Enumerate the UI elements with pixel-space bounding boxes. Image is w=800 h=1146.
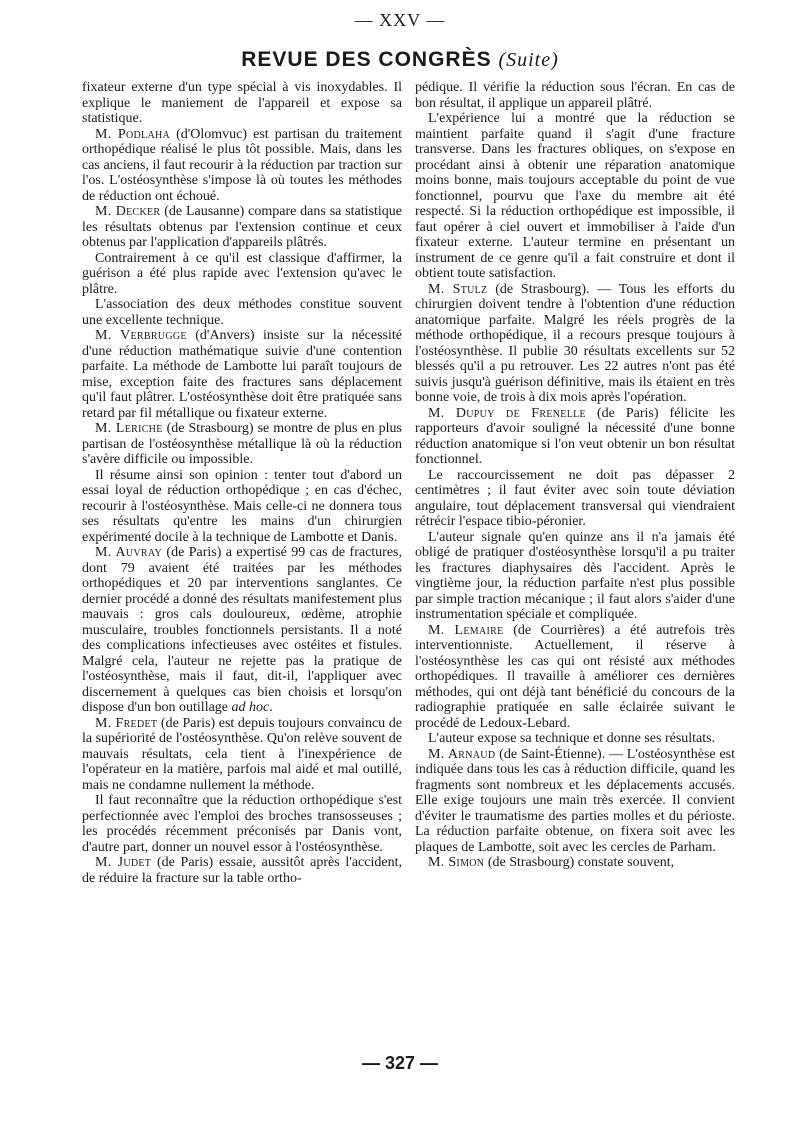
paragraph: M. Arnaud (de Saint-Étienne). — L'ostéosynthèse est indiquée dans tous les cas à réduction difficile, quand les fragments sont nombreux et les déplacements accusés. Elle exige toujours une main très exercée. Il convient d'éviter le traumatisme des parties molles et du périoste. La réduction parfaite obtenue, on fixera soit avec les plaques de Lambotte, soit avec les cercles de Parham. bbox=[415, 746, 735, 855]
paragraph: Il résume ainsi son opinion : tenter tout d'abord un essai loyal de réduction orthopédique ; en cas d'échec, recourir à l'ostéosynthèse. Mais celle-ci ne donnera tous ses résultats qu'entre les mains d'un chirurgien expérimenté docile à la technique de Lambotte et Danis. bbox=[82, 467, 402, 545]
paragraph: M. Verbrugge (d'Anvers) insiste sur la nécessité d'une réduction mathématique suivie d'une contention parfaite. La méthode de Lambotte lui paraît toujours de mise, exception faite des fractures sans déplacement qu'il faut plâtrer. L'ostéosynthèse doit être pratiquée sans retard par fil métallique ou fixateur externe. bbox=[82, 328, 402, 421]
paragraph: Le raccourcissement ne doit pas dépasser 2 centimètres ; il faut éviter avec soin toute déviation angulaire, tout déplacement transversal qui viendraient rétrécir l'espace tibio-péronier. bbox=[415, 467, 735, 529]
paragraph: M. Stulz (de Strasbourg). — Tous les efforts du chirurgien doivent tendre à l'obtention d'une réduction anatomique parfaite. Malgré les réels progrès de la méthode orthopédique, il a recours presque toujours à l'ostéosynthèse. Il publie 30 résultats excellents sur 52 blessés qu'il a pu retrouver. Les 22 autres n'ont pas été suivis jusqu'à guérison définitive, mais ils étaient en très bonne voie, de trois à dix mois après l'opération. bbox=[415, 281, 735, 405]
paragraph: L'auteur expose sa technique et donne ses résultats. bbox=[428, 731, 716, 746]
author-name: M. Simon bbox=[428, 855, 485, 870]
author-name: M. Arnaud bbox=[428, 746, 496, 762]
title-text: REVUE DES CONGRÈS bbox=[241, 48, 492, 71]
left-column bbox=[82, 80, 402, 886]
title-suite: (Suite) bbox=[498, 49, 559, 71]
author-name: M. Fredet bbox=[95, 715, 158, 731]
paragraph: Contrairement à ce qu'il est classique d'affirmer, la guérison a été plus rapide avec l'extension qu'avec le plâtre. bbox=[82, 250, 402, 297]
author-name: M. Decker bbox=[95, 204, 161, 219]
paragraph: pédique. Il vérifie la réduction sous l'écran. En cas de bon résultat, il applique un appareil plâtré. bbox=[415, 80, 735, 111]
paragraph: M. Simon (de Strasbourg) constate souvent, bbox=[428, 855, 675, 870]
paragraph: M. Podlaha (d'Olomvuc) est partisan du traitement orthopédique réalisé le plus tôt possible. Mais, dans les cas anciens, il faut recourir à la réduction par traction sur l'os. L'ostéosynthèse s'impose là où toutes les méthodes de réduction ont échoué. bbox=[82, 126, 402, 204]
author-name: M. Auvray bbox=[95, 545, 163, 560]
paragraph: L'auteur signale qu'en quinze ans il n'a jamais été obligé de pratiquer d'ostéosynthèse lorsqu'il a pu traiter les fractures diaphysaires dès l'accident. Après le vingtième jour, la réduction parfaite n'est plus possible par simple traction mécanique ; il faut alors s'aider d'une instrumentation spéciale et compliquée. bbox=[415, 529, 735, 622]
author-name: M. Stulz bbox=[428, 281, 488, 297]
paragraph: fixateur externe d'un type spécial à vis inoxydables. Il explique le maniement de l'appareil et expose sa statistique. bbox=[82, 80, 402, 126]
paragraph: L'association des deux méthodes constitue souvent une excellente technique. bbox=[82, 297, 402, 328]
author-name: M. Judet bbox=[95, 855, 152, 870]
author-name: M. Verbrugge bbox=[95, 328, 187, 343]
paragraph: M. Auvray (de Paris) a expertisé 99 cas de fractures, dont 79 avaient été traitées par les méthodes orthopédiques et 20 par interventions sanglantes. Ce dernier procédé a donné des résultats manifestement plus mauvais : gros cals douloureux, œdème, atrophie musculaire, troubles fonctionnels persistants. Il a noté des complications infectieuses avec ostéites et fistules. Malgré cela, l'auteur ne rejette pas la pratique de l'ostéosynthèse, mais il faut, dit-il, l'appliquer avec discernement à quelques cas bien choisis et lorsqu'on dispose d'un bon outillage ad hoc. bbox=[82, 545, 403, 715]
author-name: M. Podlaha bbox=[95, 126, 171, 142]
page-title bbox=[0, 48, 800, 72]
paragraph: M. Dupuy de Frenelle (de Paris) félicite les rapporteurs d'avoir souligné la nécessité d'une bonne réduction anatomique si l'on veut obtenir un bon résultat fonctionnel. bbox=[415, 405, 735, 467]
paragraph: M. Decker (de Lausanne) compare dans sa statistique les résultats obtenus par l'extension continue et ceux obtenus par l'application d'appareils plâtrés. bbox=[82, 204, 402, 250]
author-name: M. Dupuy de Frenelle bbox=[428, 405, 586, 421]
paragraph: L'expérience lui a montré que la réduction se maintient parfaite quand il s'agit d'une fracture transverse. Dans les fractures obliques, on s'expose en procédant ainsi à obtenir une réparation anatomique moins bonne, mais toujours acceptable du point de vue fonctionnel, pourvu que l'axe du membre ait été respecté. Si la réduction orthopédique est impossible, il faut opérer à ciel ouvert et immobiliser à l'aide d'un fixateur externe. L'auteur termine en présentant un instrument de ce genre qu'il a fait construire et dont il obtient toute satisfaction. bbox=[415, 111, 735, 281]
page-roman-numeral: — XXV — bbox=[354, 10, 446, 30]
author-name: M. Leriche bbox=[95, 421, 163, 436]
paragraph: M. Leriche (de Strasbourg) se montre de plus en plus partisan de l'ostéosynthèse métallique là où la réduction s'avère difficile ou impossible. bbox=[82, 421, 403, 467]
author-name: M. Lemaire bbox=[428, 622, 504, 638]
paragraph: M. Judet (de Paris) essaie, aussitôt après l'accident, de réduire la fracture sur la table ortho- bbox=[82, 855, 402, 886]
right-column bbox=[415, 80, 735, 871]
paragraph: Il faut reconnaître que la réduction orthopédique s'est perfectionnée avec l'emploi des broches transosseuses ; les procédés récemment préconisés par Danis vont, d'autre part, donner un nouvel essor à l'ostéosynthèse. bbox=[82, 793, 402, 855]
paragraph: M. Lemaire (de Courrières) a été autrefois très interventionniste. Actuellement, il réserve à l'ostéosynthèse les cas qui ont résisté aux méthodes orthopédiques. Il travaille à améliorer ces dernières méthodes, qui ont déjà tant bénéficié du concours de la radiographie pratiquée en salle éclairée suivant le procédé de Ledoux-Lebard. bbox=[415, 622, 735, 731]
paragraph: M. Fredet (de Paris) est depuis toujours convaincu de la supériorité de l'ostéosynthèse. Qu'on relève souvent de mauvais résultats, cela tient à l'inexpérience de l'opérateur en la matière, parfois mal aidé et mal outillé, mais ne condamne nullement la méthode. bbox=[82, 715, 403, 793]
page-number: — 327 — bbox=[361, 1053, 439, 1073]
